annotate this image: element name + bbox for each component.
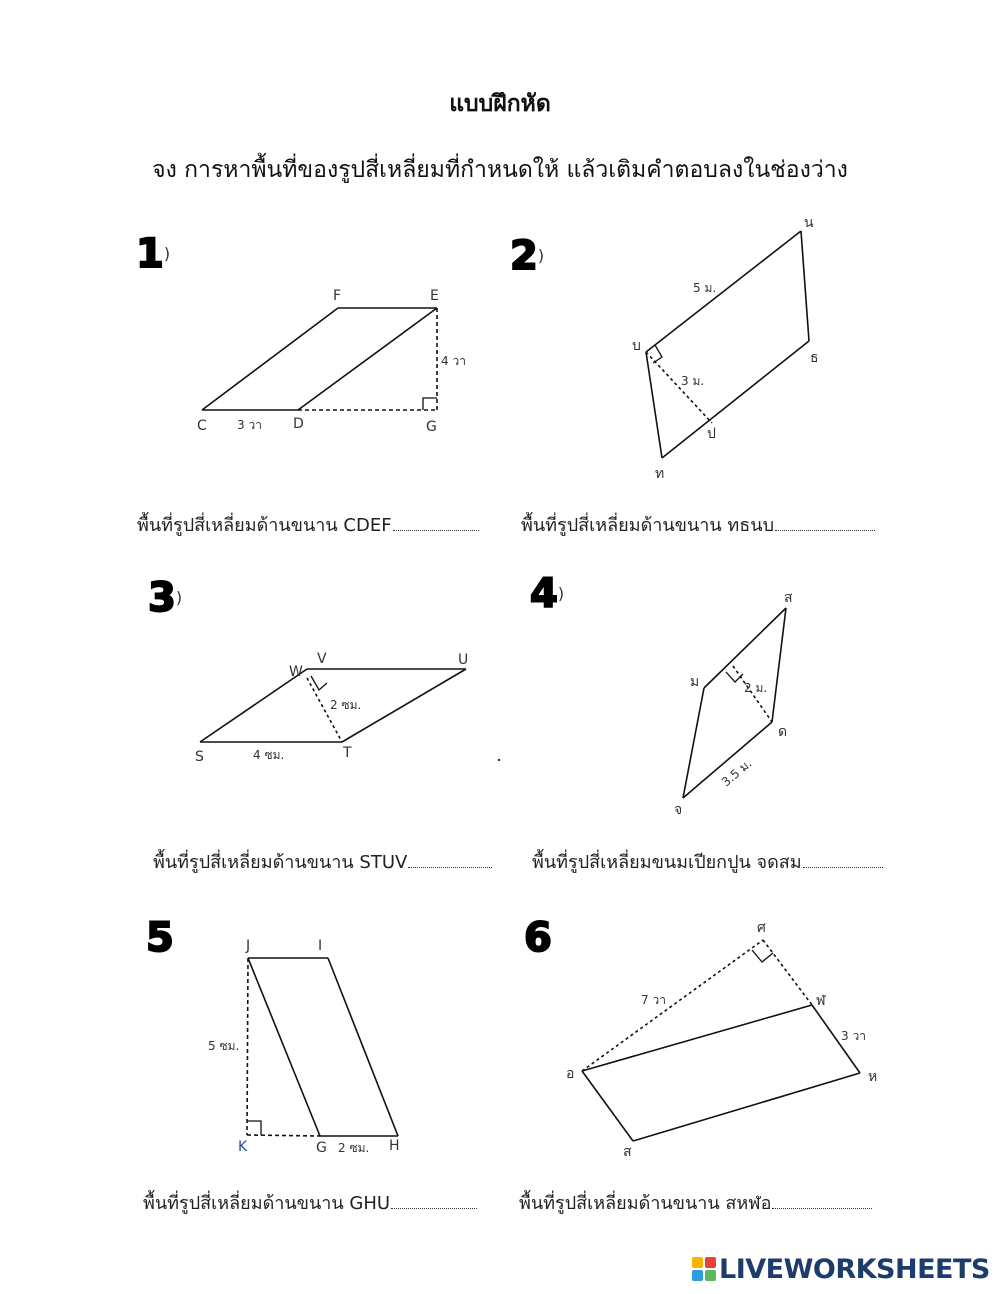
vertex-label-p: ป (707, 426, 716, 442)
answer-blank-3[interactable] (408, 853, 492, 868)
vertex-label-D: D (293, 416, 304, 432)
measure-side-6: 3 วา (841, 1029, 866, 1043)
vertex-label-G: G (426, 419, 437, 435)
problem-number-6: 6 (524, 915, 552, 961)
figure-5-parallelogram (247, 958, 398, 1136)
figure-2-parallelogram (646, 231, 809, 458)
answer-label-6: พื้นที่รูปสี่เหลี่ยมด้านขนาน สหฬอ (519, 1193, 772, 1214)
vertex-label-o: อ (566, 1066, 575, 1082)
answer-blank-5[interactable] (391, 1194, 477, 1209)
measure-base-5: 2 ซม. (338, 1141, 370, 1155)
answer-row-6 (519, 1188, 872, 1217)
vertex-label-b: บ (632, 338, 641, 354)
vertex-label-s: ส (784, 590, 793, 606)
measure-base-3: 4 ซม. (253, 748, 285, 762)
problem-number-4: 4) (530, 571, 565, 617)
answer-blank-1[interactable] (393, 516, 479, 531)
vertex-label-w: ฬ (816, 993, 826, 1009)
vertex-label-C: C (197, 418, 207, 434)
vertex-label-H: H (389, 1138, 400, 1154)
brand-name: LIVEWORKSHEETS (719, 1253, 990, 1285)
answer-label-4: พื้นที่รูปสี่เหลี่ยมขนมเปียกปูน จดสม (532, 852, 802, 873)
vertex-label-F: F (333, 288, 342, 304)
problem-number-3: 3) (148, 575, 183, 621)
vertex-label-m: ม (690, 674, 700, 690)
vertex-label-S: S (195, 749, 204, 765)
vertex-label-j: จ (674, 802, 683, 818)
measure-height-2: 3 ม. (681, 374, 705, 388)
vertex-label-V: V (317, 651, 327, 667)
answer-row-5 (143, 1188, 477, 1217)
stray-dot (498, 759, 500, 761)
measure-height-1: 4 วา (441, 354, 466, 368)
answer-label-5: พื้นที่รูปสี่เหลี่ยมด้านขนาน GHU (143, 1193, 391, 1214)
liveworksheets-brand (692, 1252, 990, 1286)
vertex-label-n: น (804, 215, 814, 231)
answer-label-3: พื้นที่รูปสี่เหลี่ยมด้านขนาน STUV (153, 852, 408, 873)
vertex-label-U: U (458, 652, 469, 668)
vertex-label-t: ท (655, 466, 665, 482)
vertex-label-K: K (238, 1139, 248, 1155)
vertex-label-I: I (318, 938, 323, 954)
measure-side-4: 3.5 ม. (718, 756, 755, 790)
vertex-label-s6: ส (623, 1144, 632, 1160)
liveworksheets-logo-icon (692, 1257, 716, 1281)
measure-dist-6: 7 วา (641, 993, 666, 1007)
page-title: แบบฝึกหัด (449, 91, 551, 117)
answer-label-1: พื้นที่รูปสี่เหลี่ยมด้านขนาน CDEF (137, 515, 392, 536)
figure-6-parallelogram (582, 940, 860, 1141)
vertex-label-E: E (430, 288, 439, 304)
problem-number-2: 2) (510, 233, 545, 279)
instruction-text: จง การหาพื้นที่ของรูปสี่เหลี่ยมที่กำหนดให้ แล้วเติมคำตอบลงในช่องว่าง (152, 157, 848, 183)
answer-row-1 (137, 510, 479, 539)
problem-number-1: 1) (136, 231, 171, 277)
measure-side-2: 5 ม. (693, 281, 717, 295)
answer-blank-6[interactable] (772, 1194, 872, 1209)
vertex-label-h: ห (868, 1069, 878, 1085)
figure-1-parallelogram (202, 308, 437, 410)
measure-height-5: 5 ซม. (208, 1039, 240, 1053)
vertex-label-J: J (246, 938, 251, 954)
vertex-label-th: ธ (810, 350, 819, 366)
measure-height-4: 2 ม. (744, 681, 768, 695)
vertex-label-d: ด (778, 724, 788, 740)
vertex-label-T: T (343, 745, 352, 761)
measure-height-3: 2 ซม. (330, 698, 362, 712)
answer-label-2: พื้นที่รูปสี่เหลี่ยมด้านขนาน ทธนบ (521, 515, 775, 536)
answer-blank-2[interactable] (775, 516, 875, 531)
vertex-label-G5: G (316, 1140, 327, 1156)
answer-blank-4[interactable] (803, 853, 883, 868)
answer-row-2 (521, 510, 875, 539)
answer-row-4 (532, 847, 883, 876)
vertex-label-sh: ศ (757, 920, 766, 936)
problem-number-5: 5 (146, 915, 174, 961)
answer-row-3 (153, 847, 492, 876)
vertex-label-W: W (289, 664, 303, 680)
measure-base-1: 3 วา (237, 418, 262, 432)
